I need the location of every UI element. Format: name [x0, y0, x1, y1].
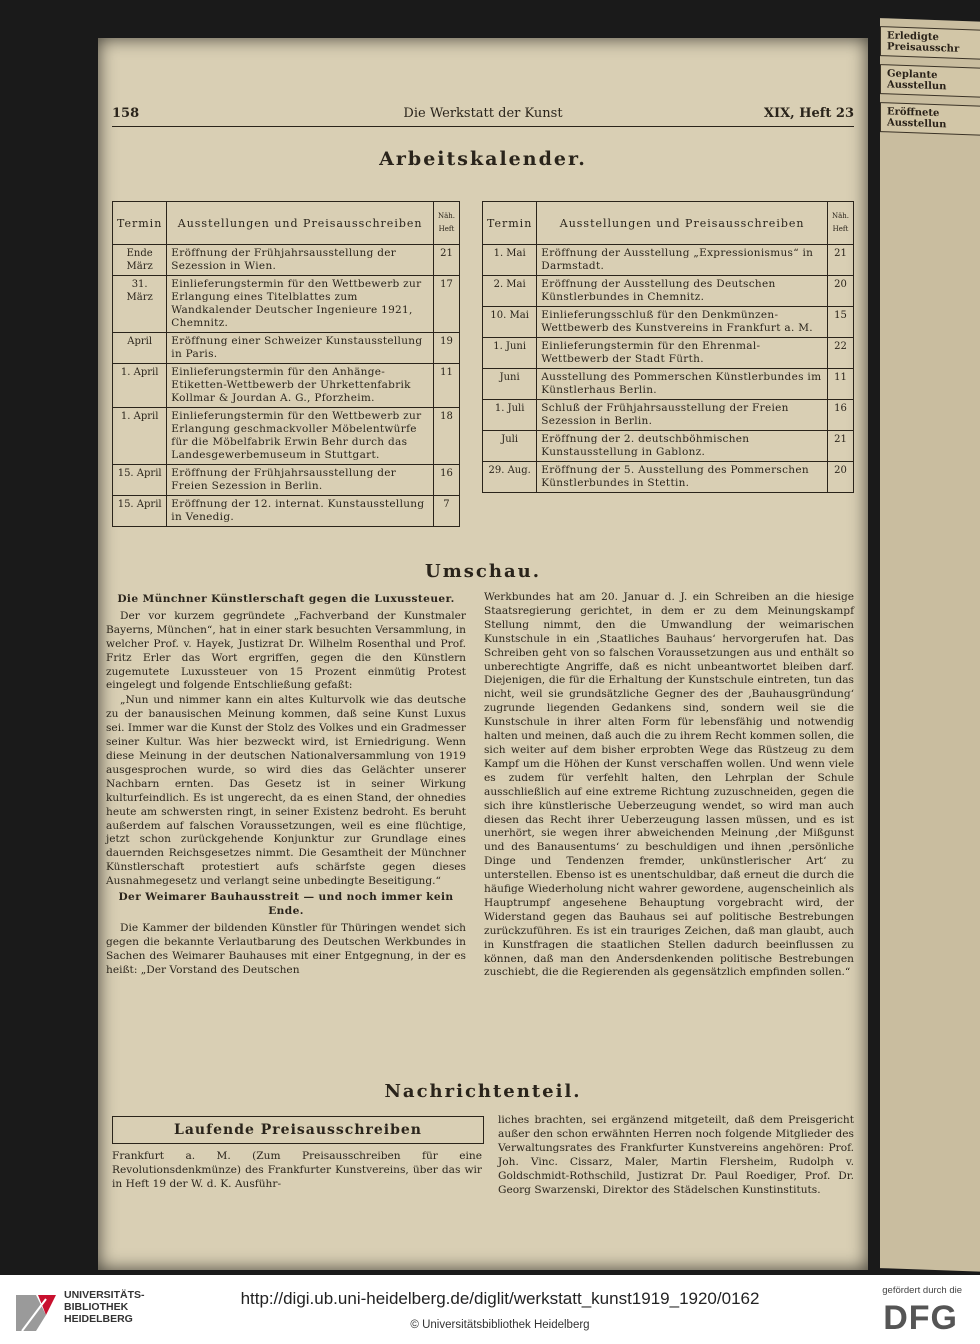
calendar-issue-number: 22 — [827, 338, 853, 369]
calendar-date: 2. Mai — [483, 276, 537, 307]
calendar-issue-number: 16 — [827, 400, 853, 431]
nachricht-left-text: Frankfurt a. M. (Zum Preisausschreiben für eine Revolutionsdenkmünze) des Frankfurter Kunstvereins, über das wir in Heft 19 der W. d. K. Ausführ- — [112, 1150, 482, 1190]
calendar-row — [483, 338, 854, 369]
calendar-description: Schluß der Frühjahrsausstellung der Freien Sezession in Berlin. — [537, 400, 828, 431]
calendar-description: Einlieferungstermin für den Wettbewerb zur Erlangung geschmackvoller Möbelentwürfe für die Möbelfabrik Erwin Behr durch das Landesgewerbemuseum in Stuttgart. — [167, 408, 434, 465]
calendar-row — [113, 245, 460, 276]
calendar-description: Einlieferungstermin für den Anhänge-Etiketten-Wettbewerb der Uhrkettenfabrik Kollmar & Jourdan A. G., Pforzheim. — [167, 364, 434, 408]
calendar-row — [113, 276, 460, 333]
calendar-issue-number: 21 — [827, 431, 853, 462]
termin-header: Termin — [483, 202, 537, 245]
adjacent-header-2: Geplante Ausstellun — [880, 64, 980, 98]
nachricht-left-column — [112, 1150, 482, 1193]
calendar-description: Eröffnung der 2. deutschböhmischen Kunstausstellung in Gablonz. — [537, 431, 828, 462]
calendar-row — [483, 431, 854, 462]
calendar-date: 1. Mai — [483, 245, 537, 276]
calendar-row — [483, 462, 854, 493]
calendar-row — [113, 496, 460, 527]
library-logo-icon — [12, 1291, 60, 1333]
ausstellungen-header: Ausstellungen und Preisausschreiben — [537, 202, 828, 245]
calendar-issue-number: 15 — [827, 307, 853, 338]
article-paragraph: Der vor kurzem gegründete „Fachverband der Kunstmaler Bayerns, München“, hat in einer stark besuchten Versammlung, in welcher Prof. v. Hayek, Justizrat Dr. Wilhelm Rosenthal und Prof. Fritz Erler das Wort ergriffen, gegen die den Künstlern zugemutete Luxussteuer von 15 Prozent einmütig Protest eingelegt und folgende Entschließung gefaßt: — [106, 609, 466, 692]
calendar-issue-number: 21 — [433, 245, 459, 276]
adjacent-header-3: Eröffnete Ausstellun — [880, 102, 980, 136]
calendar-date: 29. Aug. — [483, 462, 537, 493]
calendar-row — [113, 364, 460, 408]
calendar-description: Einlieferungstermin für den Ehrenmal-Wettbewerb der Stadt Fürth. — [537, 338, 828, 369]
calendar-table-left — [112, 201, 460, 527]
calendar-issue-number: 21 — [827, 245, 853, 276]
calendar-date: 1. April — [113, 364, 167, 408]
calendar-issue-number: 16 — [433, 465, 459, 496]
calendar-description: Eröffnung der Ausstellung „Expressionismus“ in Darmstadt. — [537, 245, 828, 276]
article-paragraph: Die Kammer der bildenden Künstler für Thüringen wendet sich gegen die bekannte Verlautbarung des Deutschen Werkbundes in Sachen des Weimarer Bauhauses mit einer Entgegnung, in der es heißt: „Der Vorstand des Deutschen — [106, 921, 466, 976]
calendar-description: Einlieferungsschluß für den Denkmünzen-Wettbewerb des Kunstvereins in Frankfurt a. M. — [537, 307, 828, 338]
calendar-issue-number: 20 — [827, 276, 853, 307]
calendar-date: April — [113, 333, 167, 364]
umschau-right-text: Werkbundes hat am 20. Januar d. J. ein Schreiben an die hiesige Staatsregierung gerichtet, in dem er zu dem Meinungskampf Stellung nimmt, den die Umwandlung der weimarischen Kunstschule in ein ‚Staatliches Bauhaus‘ hervorgerufen hat. Das Schreiben geht von so falschen Voraussetzungen aus und enthält so unberechtigte Angriffe, daß es nicht unbeantwortet bleiben darf. Diejenigen, die für die Erhaltung der Kunstschule eintreten, tun das nicht, weil sie grundsätzliche Gegner des der ‚Bauhausgründung‘ zugrunde liegenden Gedankens sind, sondern weil sie die Kunstschule in ihrer alten Form für lebensfähig und notwendig halten und meinen, daß auch die zu ihrem Recht kommen sollen, die sich weiter auf dem bisher erprobten Wege das Rüstzeug zu dem Kampf um die Höhen der Kunst verschaffen wollen. Und wenn viele es zudem für verfehlt halten, den Lehrplan der Schule ausschließlich auf eine extreme Richtung zuzuschneiden, gegen die sich ihre künstlerische Ueberzeugung wendet, so wird man auch diesen das Recht ihrer Ueberzeugung lassen müssen, und es ist unerhört, sie wegen ihrer abweichenden Meinung ‚der Mißgunst und des Banausentums‘ zu beschuldigen und ihnen ‚persönliche Dinge und Tendenzen fremder, unkünstlerischer Art‘ zu unterstellen. Ebenso ist es unentschuldbar, daß erneut die durch die häufige Wiederholung nicht wahrer gewordene, augenscheinlich als Hauptrumpf angesehene Behauptung vorgebracht wird, der Widerstand gegen das Bauhaus sei auf politische Bestrebungen zurückzuführen. Es ist ein trauriges Zeichen, daß man glaubt, auch in Kunstfragen die staatlichen Stellen dadurch beeinflussen zu können, daß man den Andersdenkenden politische Bestrebungen zuschiebt, die die Regierenden als gegensätzlich empfinden sollen.“ — [484, 591, 854, 979]
calendar-issue-number: 20 — [827, 462, 853, 493]
running-head — [112, 104, 854, 127]
calendar-description: Eröffnung der Frühjahrsausstellung der Freien Sezession in Berlin. — [167, 465, 434, 496]
heft-header: Näh. Heft — [827, 202, 853, 245]
library-line-1: UNIVERSITÄTS- — [64, 1289, 145, 1301]
calendar-issue-number: 18 — [433, 408, 459, 465]
calendar-issue-number: 7 — [433, 496, 459, 527]
calendar-issue-number: 19 — [433, 333, 459, 364]
nachrichtenteil-title: Nachrichtenteil. — [384, 1081, 582, 1102]
nachricht-right-column — [498, 1114, 854, 1198]
calendar-row — [483, 276, 854, 307]
calendar-issue-number: 11 — [827, 369, 853, 400]
page-number: 158 — [112, 106, 140, 121]
umschau-left-column — [106, 591, 466, 978]
calendar-row — [483, 400, 854, 431]
calendar-date: 15. April — [113, 465, 167, 496]
calendar-description: Eröffnung einer Schweizer Kunstausstellung in Paris. — [167, 333, 434, 364]
library-name — [64, 1289, 145, 1325]
library-line-2: BIBLIOTHEK — [64, 1301, 129, 1313]
calendar-date: Juli — [483, 431, 537, 462]
calendar-date: 15. April — [113, 496, 167, 527]
article-paragraph: „Nun und nimmer kann ein altes Kulturvolk wie das deutsche zu der banausischen Meinung kommen, daß seine Kunst Luxus sei. Immer war die Kunst der Stolz des Volkes und ein Gradmesser seiner Kultur. Was hier bezweckt wird, ist Erniedrigung. Wenn diese Meinung in der deutschen Nationalversammlung von 1919 ausgesprochen wurde, so wird dies das Gelächter unserer Nachbarn ernten. Das Gesetz ist in seiner Wirkung kulturfeindlich. Es ist ungerecht, da es einen Stand, der ohnedies heute am schwersten ringt, in seiner Existenz bedroht. Es beruht außerdem auf falschen Voraussetzungen, weil es eine flüchtige, jetzt schon zurückgehende Konjunktur zur Grundlage eines dauernden Reichsgesetzes nimmt. Die Gesamtheit der Münchner Künstlerschaft protestiert aufs schärfste gegen dieses Ausnahmegesetz und verlangt seine unbedingte Beseitigung.“ — [106, 694, 466, 888]
calendar-description: Eröffnung der Frühjahrsausstellung der Sezession in Wien. — [167, 245, 434, 276]
calendar-row — [113, 465, 460, 496]
calendar-row — [113, 408, 460, 465]
calendar-date: Ende März — [113, 245, 167, 276]
document-page — [98, 38, 868, 1270]
journal-title: Die Werkstatt der Kunst — [403, 106, 563, 121]
calendar-issue-number: 17 — [433, 276, 459, 333]
calendar-description: Eröffnung der 5. Ausstellung des Pommerschen Künstlerbundes in Stettin. — [537, 462, 828, 493]
laufende-preisausschreiben-box: Laufende Preisausschreiben — [112, 1116, 484, 1144]
calendar-row — [483, 245, 854, 276]
adjacent-page — [880, 18, 980, 1272]
calendar-date: 1. April — [113, 408, 167, 465]
calendar-date: 10. Mai — [483, 307, 537, 338]
article-heading: Die Münchner Künstlerschaft gegen die Luxussteuer. — [117, 593, 455, 605]
calendar-date: 1. Juli — [483, 400, 537, 431]
funding-note: gefördert durch die — [882, 1285, 962, 1296]
article-heading: Der Weimarer Bauhausstreit — und noch immer kein Ende. — [118, 891, 454, 917]
copyright-notice: © Universitätsbibliothek Heidelberg — [410, 1319, 590, 1331]
viewer-footer — [0, 1275, 980, 1344]
calendar-description: Eröffnung der Ausstellung des Deutschen Künstlerbundes in Chemnitz. — [537, 276, 828, 307]
dfg-logo: DFG — [883, 1299, 958, 1337]
calendar-row — [483, 307, 854, 338]
calendar-table-right — [482, 201, 854, 493]
calendar-issue-number: 11 — [433, 364, 459, 408]
issue-label: XIX, Heft 23 — [763, 106, 854, 121]
calendar-description: Eröffnung der 12. internat. Kunstausstellung in Venedig. — [167, 496, 434, 527]
termin-header: Termin — [113, 202, 167, 245]
heft-header: Näh. Heft — [433, 202, 459, 245]
calendar-description: Ausstellung des Pommerschen Künstlerbundes im Künstlerhaus Berlin. — [537, 369, 828, 400]
calendar-description: Einlieferungstermin für den Wettbewerb zur Erlangung eines Titelblattes zum Wandkalender Deutscher Ingenieure 1921, Chemnitz. — [167, 276, 434, 333]
umschau-title: Umschau. — [425, 561, 541, 582]
arbeitskalender-title: Arbeitskalender. — [379, 148, 587, 170]
calendar-row — [483, 369, 854, 400]
calendar-row — [113, 333, 460, 364]
calendar-date: Juni — [483, 369, 537, 400]
calendar-date: 1. Juni — [483, 338, 537, 369]
adjacent-header-1: Erledigte Preisausschr — [880, 26, 980, 60]
umschau-right-column — [484, 591, 854, 981]
ausstellungen-header: Ausstellungen und Preisausschreiben — [167, 202, 434, 245]
nachricht-right-text: liches brachten, sei ergänzend mitgeteilt, daß dem Preisgericht außer den schon erwähnten Herren noch folgende Mitglieder des Verwaltungsrates des Frankfurter Kunstvereins angehören: Prof. Joh. Vinc. Cissarz, Maler, Martin Flersheim, Rudolph v. Goldschmidt-Rothschild, Justizrat Dr. Paul Roediger, Prof. Dr. Georg Swarzenski, Direktor des Städelschen Kunstinstituts. — [498, 1114, 854, 1196]
permalink-url[interactable]: http://digi.ub.uni-heidelberg.de/diglit/werkstatt_kunst1919_1920/0162 — [240, 1289, 760, 1308]
library-line-3: HEIDELBERG — [64, 1313, 133, 1325]
calendar-date: 31. März — [113, 276, 167, 333]
